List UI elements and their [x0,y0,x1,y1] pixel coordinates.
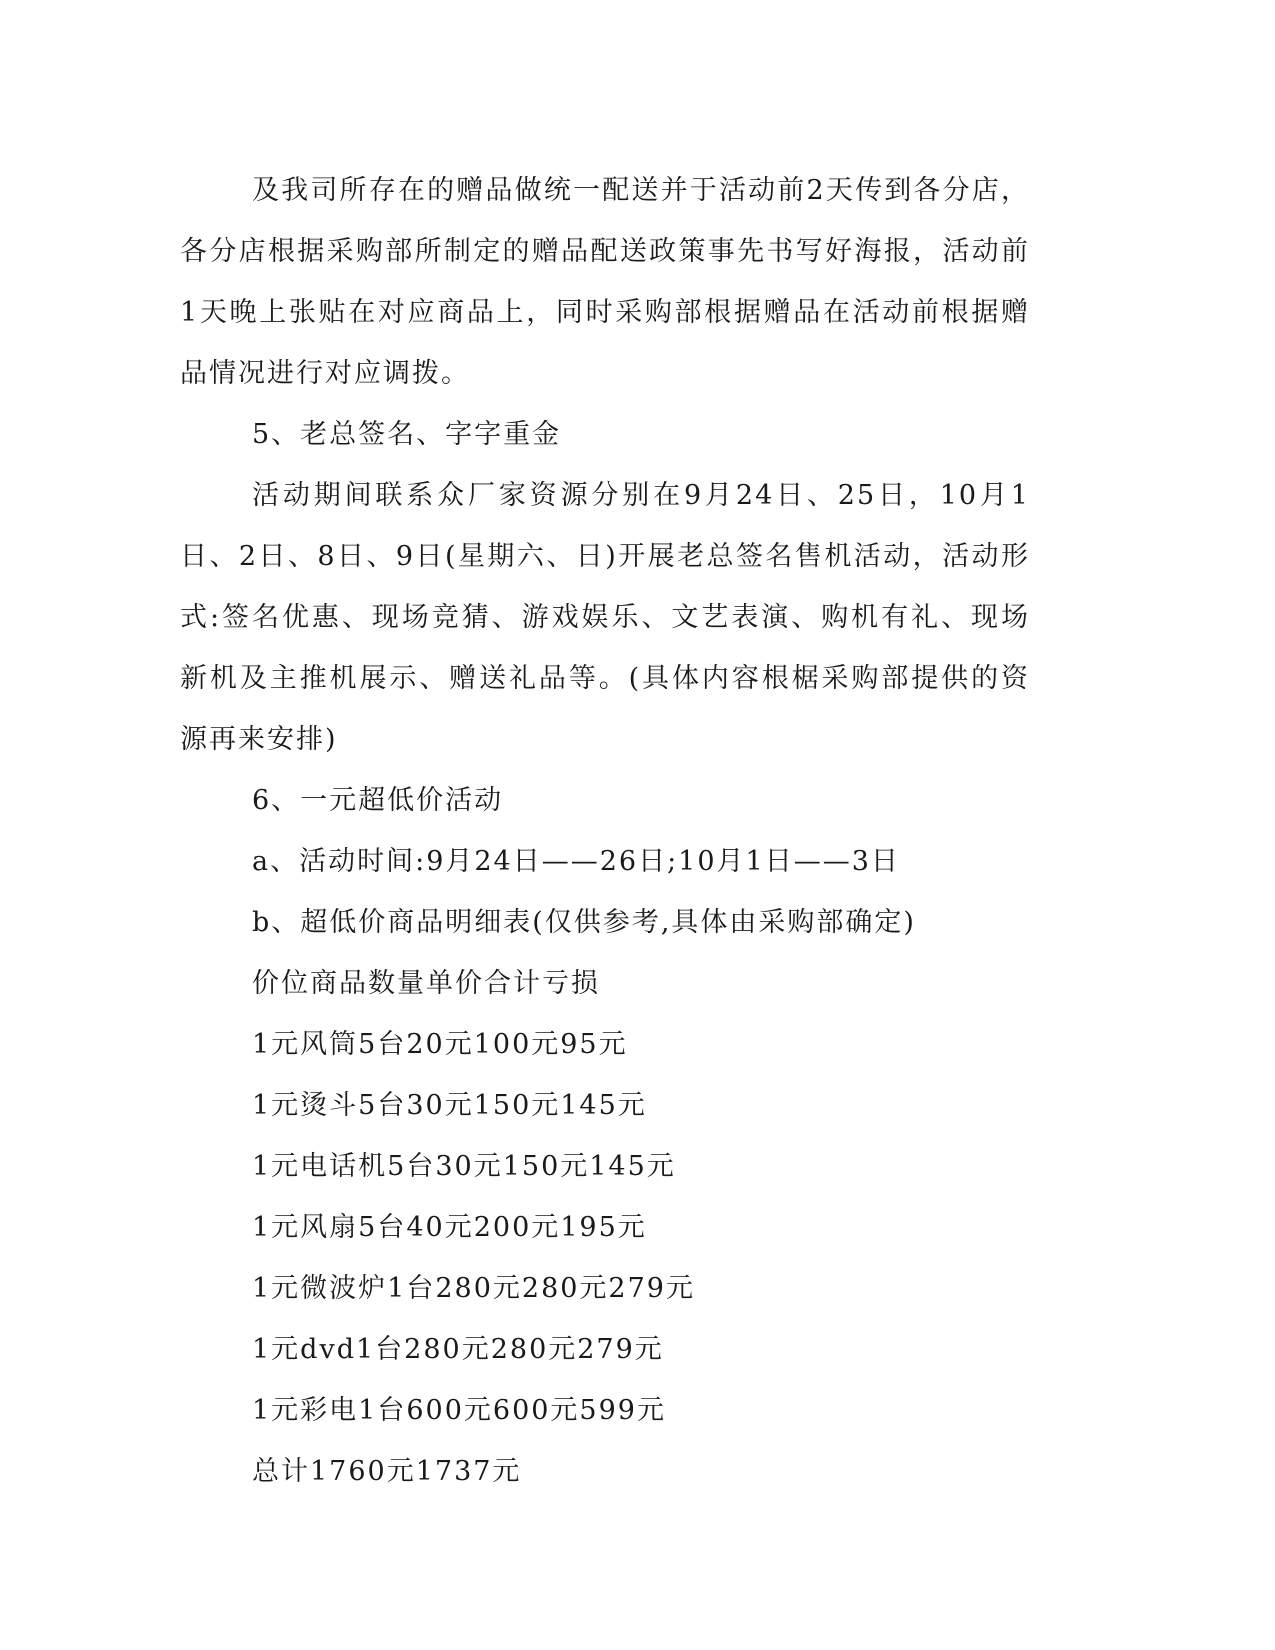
price-list-row: 1元风筒5台20元100元95元 [252,1029,628,1060]
price-list-row: 1元dvd1台280元280元279元 [252,1334,664,1365]
price-list-title: b、超低价商品明细表(仅供参考,具体由采购部确定) [252,907,916,938]
price-list-row: 1元微波炉1台280元280元279元 [252,1273,695,1304]
price-list-row: 1元电话机5台30元150元145元 [252,1151,676,1182]
activity-time: a、活动时间:9月24日——26日;10月1日——3日 [252,846,900,877]
price-list-header: 价位商品数量单价合计亏损 [252,968,600,999]
document-page [180,160,1030,1502]
price-list-total: 总计1760元1737元 [252,1456,522,1487]
price-list-row: 1元彩电1台600元600元599元 [252,1395,666,1426]
section-heading-ceo-signing: 5、老总签名、字字重金 [252,419,562,450]
price-list-row: 1元风扇5台40元200元195元 [252,1212,647,1243]
price-list-row: 1元烫斗5台30元150元145元 [252,1090,647,1121]
paragraph-ceo-signing: 活动期间联系众厂家资源分别在9月24日、25日，10月1日、2日、8日、9日(星期六、日)开展老总签名售机活动，活动形式:签名优惠、现场竞猜、游戏娱乐、文艺表演、购机有礼、现场新机及主推机展示、赠送礼品等。(具体内容根椐采购部提供的资源再来安排) [180,480,1030,755]
paragraph-gift-distribution: 及我司所存在的赠品做统一配送并于活动前2天传到各分店，各分店根据采购部所制定的赠品配送政策事先书写好海报，活动前1天晚上张贴在对应商品上，同时采购部根据赠品在活动前根据赠品情况进行对应调拨。 [180,175,1030,389]
section-heading-one-yuan: 6、一元超低价活动 [252,785,504,816]
